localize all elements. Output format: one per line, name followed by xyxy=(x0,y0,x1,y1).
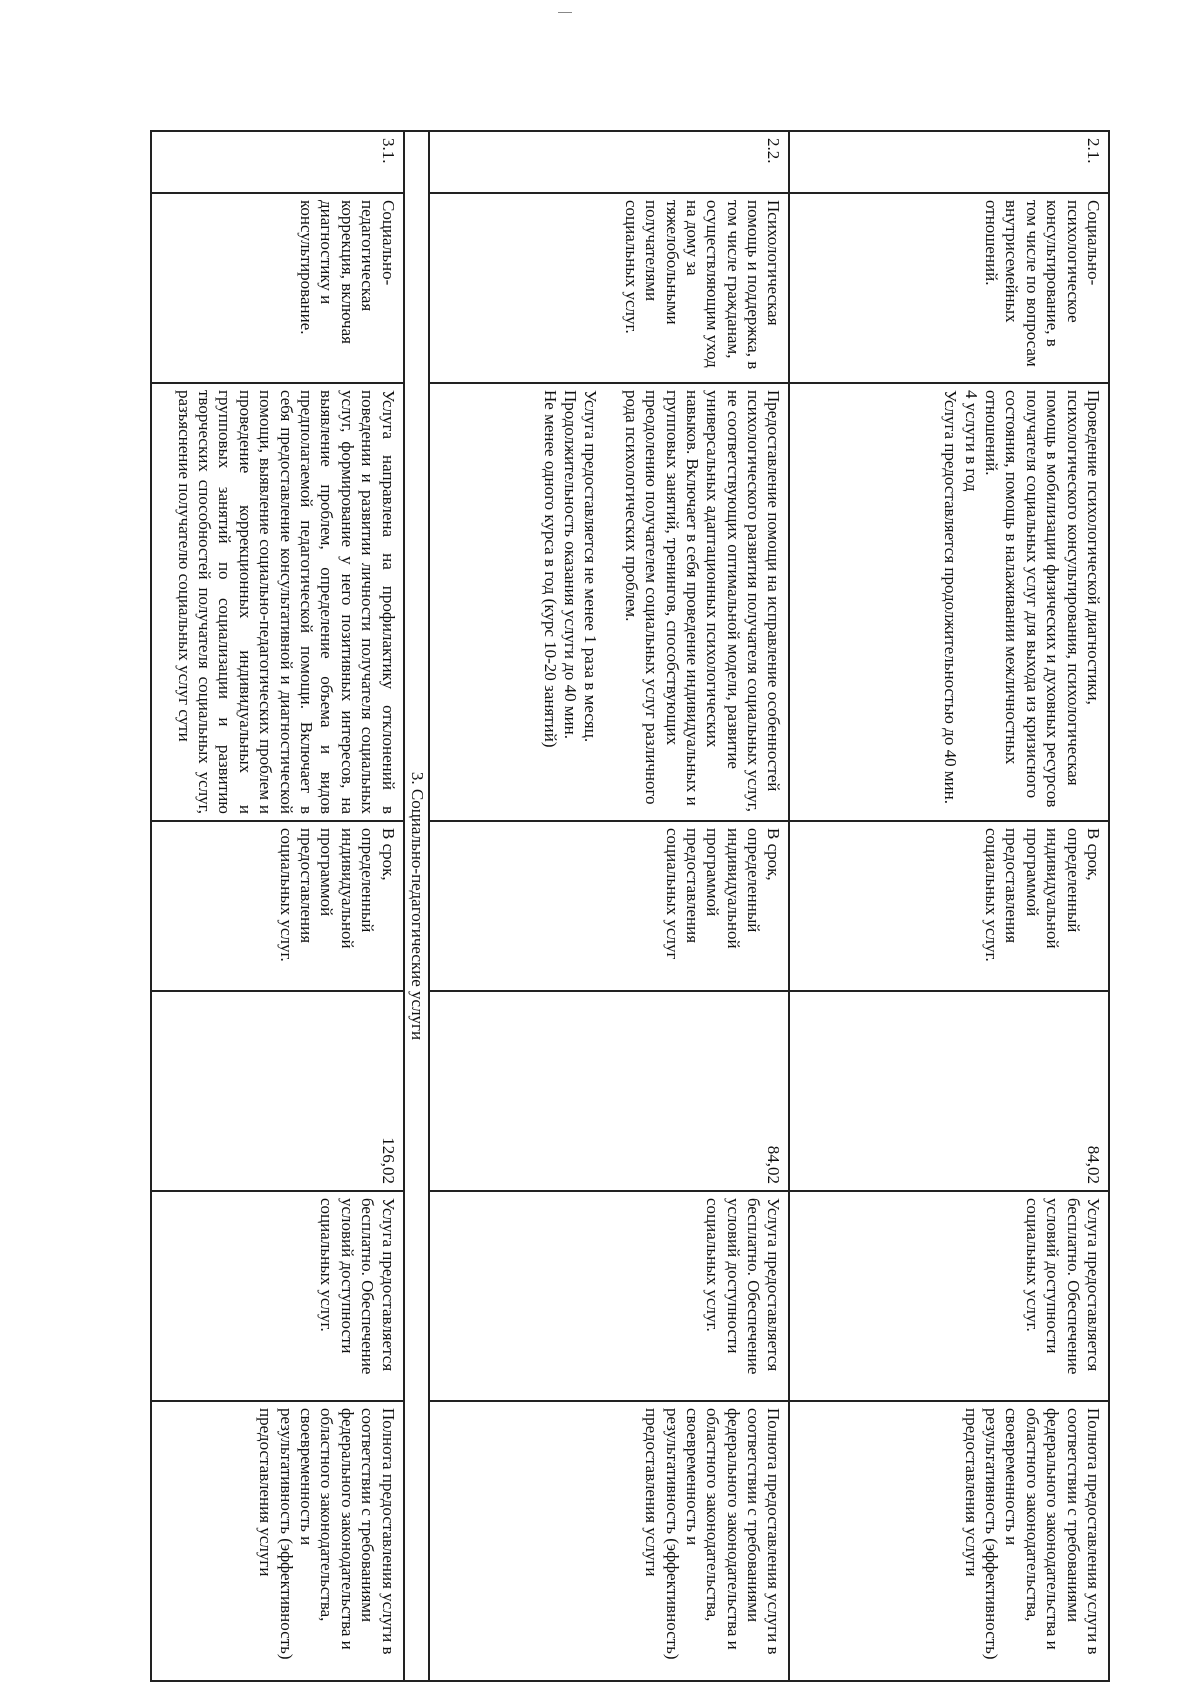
description-text: Не менее одного курса в год (курс 10-20 занятий) xyxy=(540,390,560,748)
service-name: Психологическая помощь и поддержка, в том числе гражданам, осуществляющим уход на дому за тяжелобольными получателями социальных услуг. xyxy=(429,193,790,383)
service-description xyxy=(789,383,1109,821)
description-text: Проведение психологической диагностики, психологического консультирования, психологическая помощь в мобилизации физических и духовных ресурсов получателя социальных услуг для выхода из кризисного состояния, помощь в налаживании межличностных отношений. xyxy=(982,390,1103,808)
quality-indicators: Полнота предоставления услуги в соответствии с требованиями федерального законодательства и областного законодательства, своевременность и результативность (эффективность) предоставления услуги xyxy=(151,1401,404,1681)
quality-indicators: Полнота предоставления услуги в соответствии с требованиями федерального законодательства и областного законодательства, своевременность и результативность (эффективность) предоставления услуги xyxy=(429,1401,790,1681)
row-number: 2.2. xyxy=(429,131,790,193)
description-text: Услуга предоставляется продолжительностью до 40 мин. xyxy=(941,390,961,805)
row-number: 3.1. xyxy=(151,131,404,193)
row-number: 2.1. xyxy=(789,131,1109,193)
table-row xyxy=(429,131,790,1681)
description-text: Услуга направлена на профилактику отклонений в поведении и развитии личности получателя социальных услуг, формирование у него позитивных интересов, на выявление проблем, определение объема и видов предполагаемой педагогической помощи. Включает в себя предоставление консультативной и диагностической помощи, выявление социально-педагогических проблем и проведение коррекционных индивидуальных и групповых занятий по социализации и развитию творческих способностей получателя социальных услуг, разъяснение получателю социальных услуг сути xyxy=(174,390,398,814)
service-term: В срок, определенный индивидуальной программой предоставления социальных услуг. xyxy=(151,821,404,991)
service-name: Социально-психологическое консультирование, в том числе по вопросам внутрисемейных отношений. xyxy=(789,193,1109,383)
section-heading: 3. Социально-педагогические услуги xyxy=(404,131,429,1681)
description-text: Услуга предоставляется не менее 1 раза в месяц. xyxy=(581,390,601,743)
service-description xyxy=(429,383,790,821)
quality-indicators: Полнота предоставления услуги в соответствии с требованиями федерального законодательства и областного законодательства, своевременность и результативность (эффективность) предоставления услуги xyxy=(789,1401,1109,1681)
services-table xyxy=(150,130,1110,1682)
tariff-value: 126,02 xyxy=(151,991,404,1191)
service-conditions: Услуга предоставляется бесплатно. Обеспечение условий доступности социальных услуг. xyxy=(789,1191,1109,1401)
description-text: Предоставление помощи на исправление особенностей психологического развития получателя социальных услуг, не соответствующих оптимальной модели, развитие универсальных адаптационных психологических навыков. Включает в себя проведение индивидуальных и групповых занятий, тренингов, способствующих преодолению получателем социальных услуг различного рода психологических проблем. xyxy=(621,390,784,812)
service-conditions: Услуга предоставляется бесплатно. Обеспечение условий доступности социальных услуг. xyxy=(429,1191,790,1401)
table-row xyxy=(151,131,404,1681)
service-conditions: Услуга предоставляется бесплатно. Обеспечение условий доступности социальных услуг. xyxy=(151,1191,404,1401)
description-text: Продолжительность оказания услуги до 40 мин. xyxy=(560,390,580,740)
tariff-value: 84,02 xyxy=(429,991,790,1191)
description-text: 4 услуги в год xyxy=(961,390,981,492)
table-row xyxy=(789,131,1109,1681)
service-term: В срок, определенный индивидуальной программой предоставления социальных услуг xyxy=(429,821,790,991)
tariff-value: 84,02 xyxy=(789,991,1109,1191)
section-row xyxy=(404,131,429,1681)
rotated-page xyxy=(150,130,1110,1680)
scan-mark xyxy=(558,12,572,13)
service-description xyxy=(151,383,404,821)
service-term: В срок, определенный индивидуальной программой предоставления социальных услуг. xyxy=(789,821,1109,991)
service-name: Социально-педагогическая коррекция, включая диагностику и консультирование. xyxy=(151,193,404,383)
